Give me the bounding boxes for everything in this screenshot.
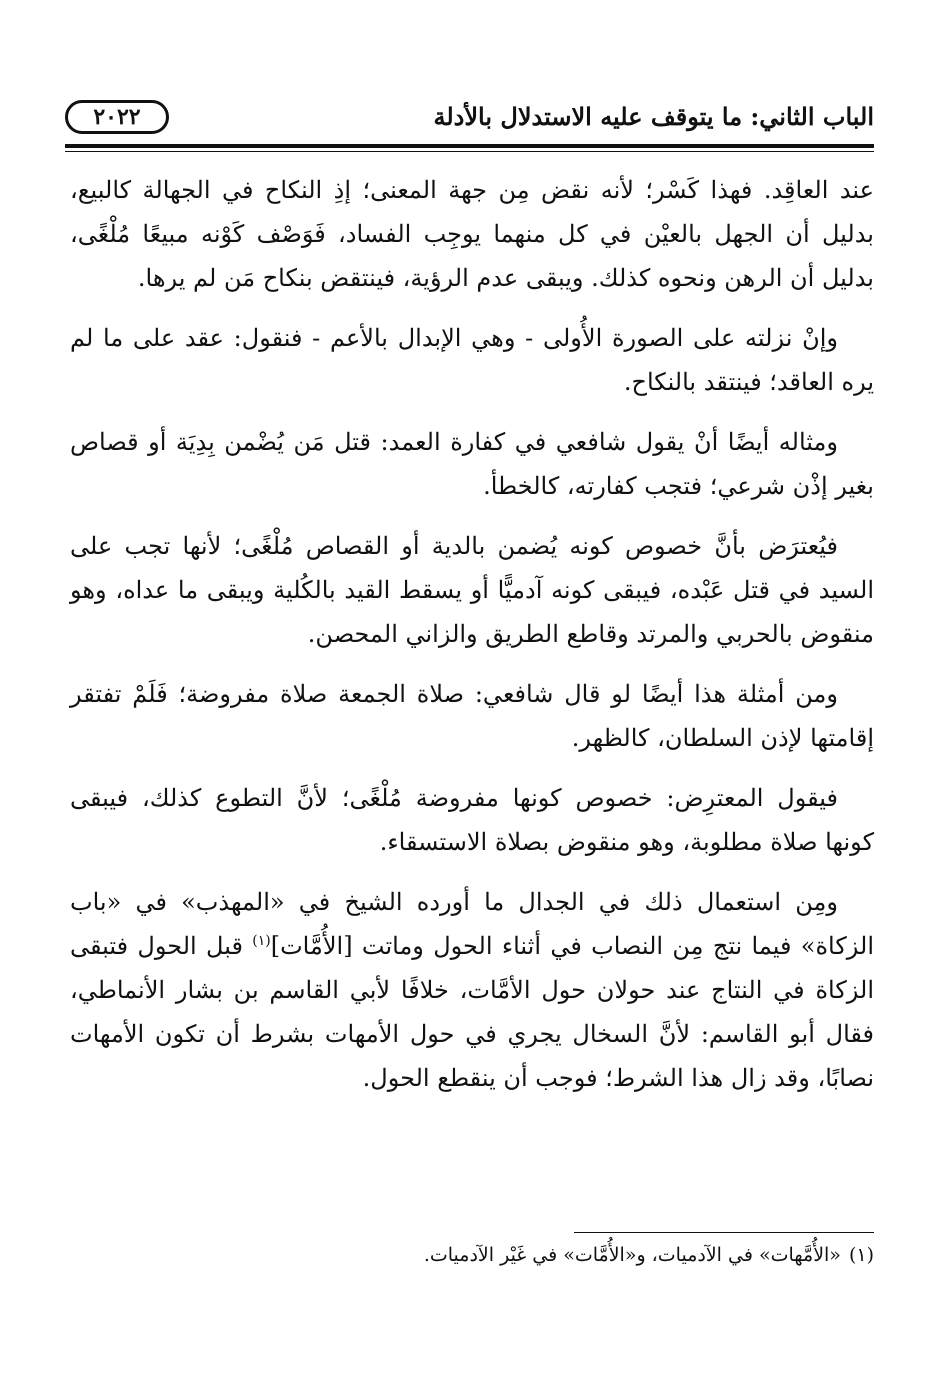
footnote-mark: (١) <box>848 1244 874 1266</box>
paragraph: عند العاقِد. فهذا كَسْر؛ لأنه نقض مِن جهة المعنى؛ إذِ النكاح في الجهالة كالبيع، بدليل أن الجهل بالعيْن في كل منهما يوجِب الفساد، فَوَصْف كَوْنه مبيعًا مُلْغًى، بدليل أن الرهن ونحوه كذلك. ويبقى عدم الرؤية، فينتقض بنكاح مَن لم يرها. <box>70 176 874 292</box>
page-number-badge: ٢٠٢٢ <box>65 100 169 134</box>
header-rule-thin <box>65 151 874 152</box>
paragraph-with-footnote <box>70 880 874 1100</box>
footnotes <box>70 1240 874 1270</box>
page-header <box>65 100 874 140</box>
paragraph: ومن أمثلة هذا أيضًا لو قال شافعي: صلاة الجمعة صلاة مفروضة؛ فَلَمْ تفتقر إقامتها لإذن السلطان، كالظهر. <box>70 680 874 752</box>
footnote-text: «الأُمَّهات» في الآدميات، و«الأُمَّات» في غَيْر الآدميات. <box>423 1244 841 1266</box>
paragraph-text: قبل الحول فتبقى الزكاة في النتاج عند حولان حول الأمَّات، خلافًا لأبي القاسم بن بشار الأنماطي، فقال أبو القاسم: لأنَّ السخال يجري في حول الأمهات بشرط أن تكون الأمهات نصابًا، وقد زال هذا الشرط؛ فوجب أن ينقطع الحول. <box>70 932 874 1092</box>
paragraph: ومثاله أيضًا أنْ يقول شافعي في كفارة العمد: قتل مَن يُضْمن بِدِيَة أو قصاص بغير إذْن شرعي؛ فتجب كفارته، كالخطأ. <box>70 428 874 500</box>
footnote-separator <box>574 1232 874 1233</box>
paragraph: فيقول المعترِض: خصوص كونها مفروضة مُلْغًى؛ لأنَّ التطوع كذلك، فيبقى كونها صلاة مطلوبة، وهو منقوض بصلاة الاستسقاء. <box>70 784 874 856</box>
footnote <box>70 1240 874 1270</box>
header-rule-thick <box>65 144 874 148</box>
main-text <box>70 168 874 1116</box>
paragraph: فيُعترَض بأنَّ خصوص كونه يُضمن بالدية أو القصاص مُلْغًى؛ لأنها تجب على السيد في قتل عَبْده، فيبقى كونه آدميًّا أو يسقط القيد بالكُلية ويبقى ما عداه، وهو منقوض بالحربي والمرتد وقاطع الطريق والزاني المحصن. <box>70 532 874 648</box>
paragraph-text: ومِن استعمال ذلك في الجدال ما أورده الشيخ في «المهذب» في «باب الزكاة» فيما نتج مِن النصاب في أثناء الحول وماتت [الأُمَّات] <box>70 888 874 960</box>
footnote-reference[interactable]: (١) <box>252 933 271 949</box>
paragraph: وإنْ نزلته على الصورة الأُولى - وهي الإبدال بالأعم - فنقول: عقد على ما لم يره العاقد؛ فينتقد بالنكاح. <box>70 324 874 396</box>
running-title: الباب الثاني: ما يتوقف عليه الاستدلال بالأدلة <box>433 102 874 131</box>
